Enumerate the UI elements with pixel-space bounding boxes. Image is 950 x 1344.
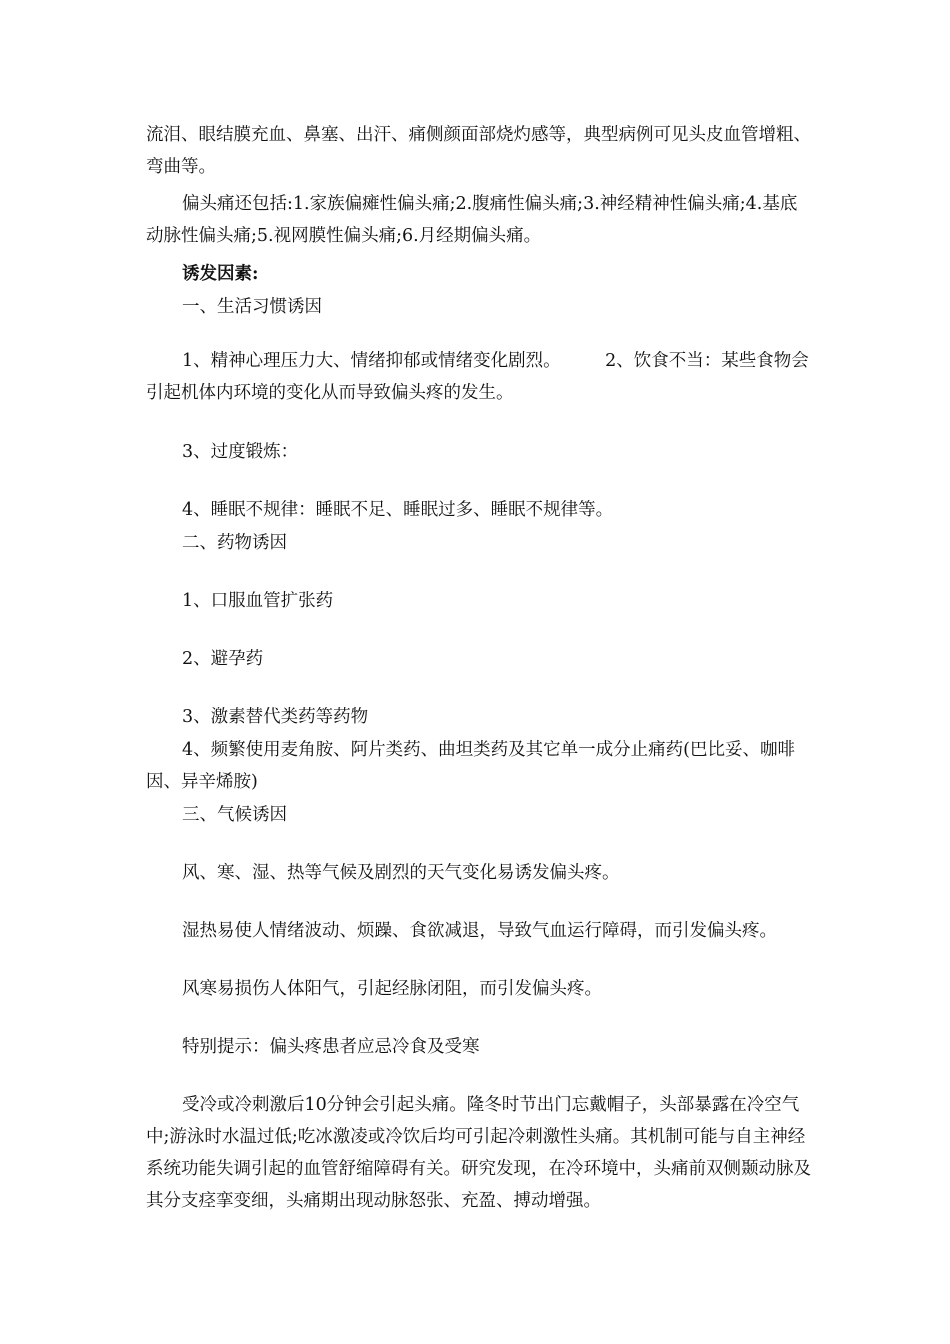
paragraph-migraine-types: 偏头痛还包括:1.家族偏瘫性偏头痛;2.腹痛性偏头痛;3.神经精神性偏头痛;4.基底动脉性偏头痛;5.视网膜性偏头痛;6.月经期偏头痛。 <box>146 194 798 246</box>
tip-title: 特别提示：偏头疼患者应忌冷食及受寒 <box>182 1037 480 1057</box>
section-title-drugs: 二、药物诱因 <box>182 533 287 553</box>
paragraph-climate-1: 风、寒、湿、热等气候及剧烈的天气变化易诱发偏头疼。 <box>182 863 620 883</box>
section-title-lifestyle: 一、生活习惯诱因 <box>182 297 322 317</box>
list-item-lifestyle-1-2: 1、精神心理压力大、情绪抑郁或情绪变化剧烈。 2、饮食不当：某些食物会引起机体内环境的变化从而导致偏头疼的发生。 <box>146 351 809 403</box>
section-title-climate: 三、气候诱因 <box>182 805 287 825</box>
list-item-lifestyle-4: 4、睡眠不规律：睡眠不足、睡眠过多、睡眠不规律等。 <box>182 500 614 520</box>
heading-triggers: 诱发因素: <box>182 264 259 284</box>
list-item-lifestyle-3: 3、过度锻炼： <box>182 442 299 462</box>
list-item-drugs-2: 2、避孕药 <box>182 649 264 669</box>
list-item-drugs-3: 3、激素替代类药等药物 <box>182 707 369 727</box>
paragraph-climate-3: 风寒易损伤人体阳气，引起经脉闭阻，而引发偏头疼。 <box>182 979 602 999</box>
paragraph-symptoms-continuation: 流泪、眼结膜充血、鼻塞、出汗、痛侧颜面部烧灼感等，典型病例可见头皮血管增粗、弯曲等。 <box>146 125 811 177</box>
list-item-drugs-1: 1、口服血管扩张药 <box>182 591 334 611</box>
paragraph-climate-2: 湿热易使人情绪波动、烦躁、食欲减退，导致气血运行障碍，而引发偏头疼。 <box>182 921 777 941</box>
tip-body: 受冷或冷刺激后10分钟会引起头痛。隆冬时节出门忘戴帽子，头部暴露在冷空气中;游泳时水温过低;吃冰激凌或冷饮后均可引起冷刺激性头痛。其机制可能与自主神经系统功能失调引起的血管舒缩障碍有关。研究发现，在冷环境中，头痛前双侧颞动脉及其分支痉挛变细，头痛期出现动脉怒张、充盈、搏动增强。 <box>146 1095 811 1211</box>
list-item-drugs-4: 4、频繁使用麦角胺、阿片类药、曲坦类药及其它单一成分止痛药(巴比妥、咖啡因、异辛烯胺) <box>146 740 795 792</box>
